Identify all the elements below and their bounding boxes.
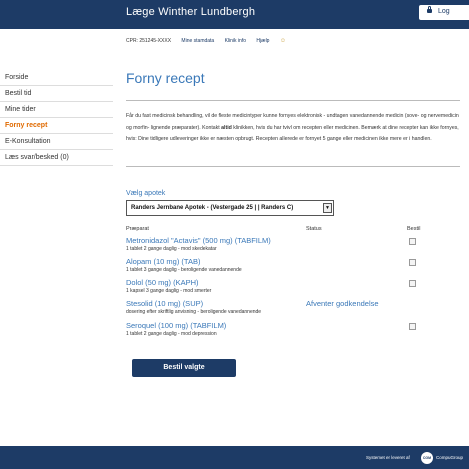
medication-dosage: 1 tablet 2 gange daglig - mod depression	[126, 331, 217, 337]
medication-row	[126, 278, 211, 294]
sidebar-item-forny-recept[interactable]: Forny recept	[0, 118, 113, 134]
cpr-number: CPR: 251245-XXXX	[126, 38, 172, 44]
pharmacy-selected-value: Randers Jernbane Apotek - (Vestergade 25 | | Randers C)	[131, 205, 294, 211]
medication-dosage: dosering efter skriftlig anvisning - beroligende vanedannende	[126, 309, 262, 315]
logout-button[interactable]	[419, 5, 469, 20]
sidebar-item-bestil-tid[interactable]: Bestil tid	[0, 86, 113, 102]
link-hjaelp[interactable]	[256, 38, 295, 44]
order-checkbox[interactable]	[409, 323, 416, 330]
column-header-status: Status	[306, 226, 322, 232]
medication-dosage: 1 tablet 3 gange daglig - beroligende vanedannende	[126, 267, 242, 273]
medication-dosage: 1 kapsel 3 gange daglig - mod smerter	[126, 288, 212, 294]
medication-row	[126, 236, 271, 252]
sidebar-item-forside[interactable]: Forside	[0, 70, 113, 86]
sidebar-item-e-konsultation[interactable]: E-Konsultation	[0, 134, 113, 150]
footer-text: Systemet er leveret af	[366, 455, 410, 460]
medication-name: Dolol (50 mg) (KAPH)	[126, 278, 199, 287]
clinic-title: Læge Winther Lundbergh	[126, 6, 256, 18]
column-header-preparat: Præparat	[126, 226, 149, 232]
footer-brand: CompuGroup	[436, 455, 464, 460]
sidebar-item-laes-svar[interactable]: Læs svar/besked (0)	[0, 150, 113, 166]
pharmacy-label: Vælg apotek	[126, 190, 166, 197]
order-checkbox[interactable]	[409, 259, 416, 266]
help-icon: ☺	[279, 38, 286, 44]
intro-text-part: klinikken, hvis du har tvivl om recepten eller medicinen. Bemærk at dine recepter kan ikke fornyes, hvis: Dine tidligere udleveringer ikke er næsten opbrugt. Recepten allerede er fornyet 5 gange eller medicinen ikke mere er i handlen.	[126, 124, 459, 142]
footer	[0, 446, 469, 469]
order-checkbox[interactable]	[409, 280, 416, 287]
intro-text	[126, 111, 460, 146]
sub-navigation	[126, 38, 304, 44]
order-selected-button[interactable]: Bestil valgte	[132, 359, 236, 377]
link-klinik-info[interactable]: Klinik info	[224, 38, 247, 44]
link-hjaelp-label: Hjælp	[256, 38, 270, 44]
medication-row	[126, 321, 226, 337]
medication-row	[126, 257, 242, 273]
medication-status: Afventer godkendelse	[306, 299, 379, 308]
order-checkbox[interactable]	[409, 238, 416, 245]
divider	[126, 100, 460, 101]
divider	[126, 166, 460, 167]
medication-name: Alopam (10 mg) (TAB)	[126, 257, 201, 266]
lock-icon	[427, 9, 432, 13]
logout-label: Log	[438, 8, 450, 15]
medication-row	[126, 299, 261, 315]
pharmacy-select[interactable]	[126, 200, 334, 216]
column-header-bestil: Bestil	[407, 226, 421, 232]
link-mine-stamdata[interactable]: Mine stamdata	[181, 38, 215, 44]
medication-name: Seroquel (100 mg) (TABFILM)	[126, 321, 227, 330]
cgm-logo: CGM	[421, 452, 433, 464]
medication-name: Metronidazol "Actavis" (500 mg) (TABFILM)	[126, 236, 271, 245]
medication-dosage: 1 tablet 2 gange daglig - mod skedekatar	[126, 246, 217, 252]
page-title: Forny recept	[126, 70, 205, 86]
chevron-down-icon[interactable]: ▼	[323, 203, 332, 213]
intro-text-part: Får du fast medicinsk behandling, vil de fleste medicintyper kunne fornyes elektronisk - undtagen vanedannende medicin (sove- og nervemedicin og morfin- lignende præparater). Kontakt	[126, 113, 459, 131]
sidebar-menu	[0, 70, 113, 166]
sidebar-item-mine-tider[interactable]: Mine tider	[0, 102, 113, 118]
top-header-bar	[0, 0, 469, 29]
medication-name: Stesolid (10 mg) (SUP)	[126, 299, 204, 308]
intro-text-bold: altid	[221, 124, 232, 131]
